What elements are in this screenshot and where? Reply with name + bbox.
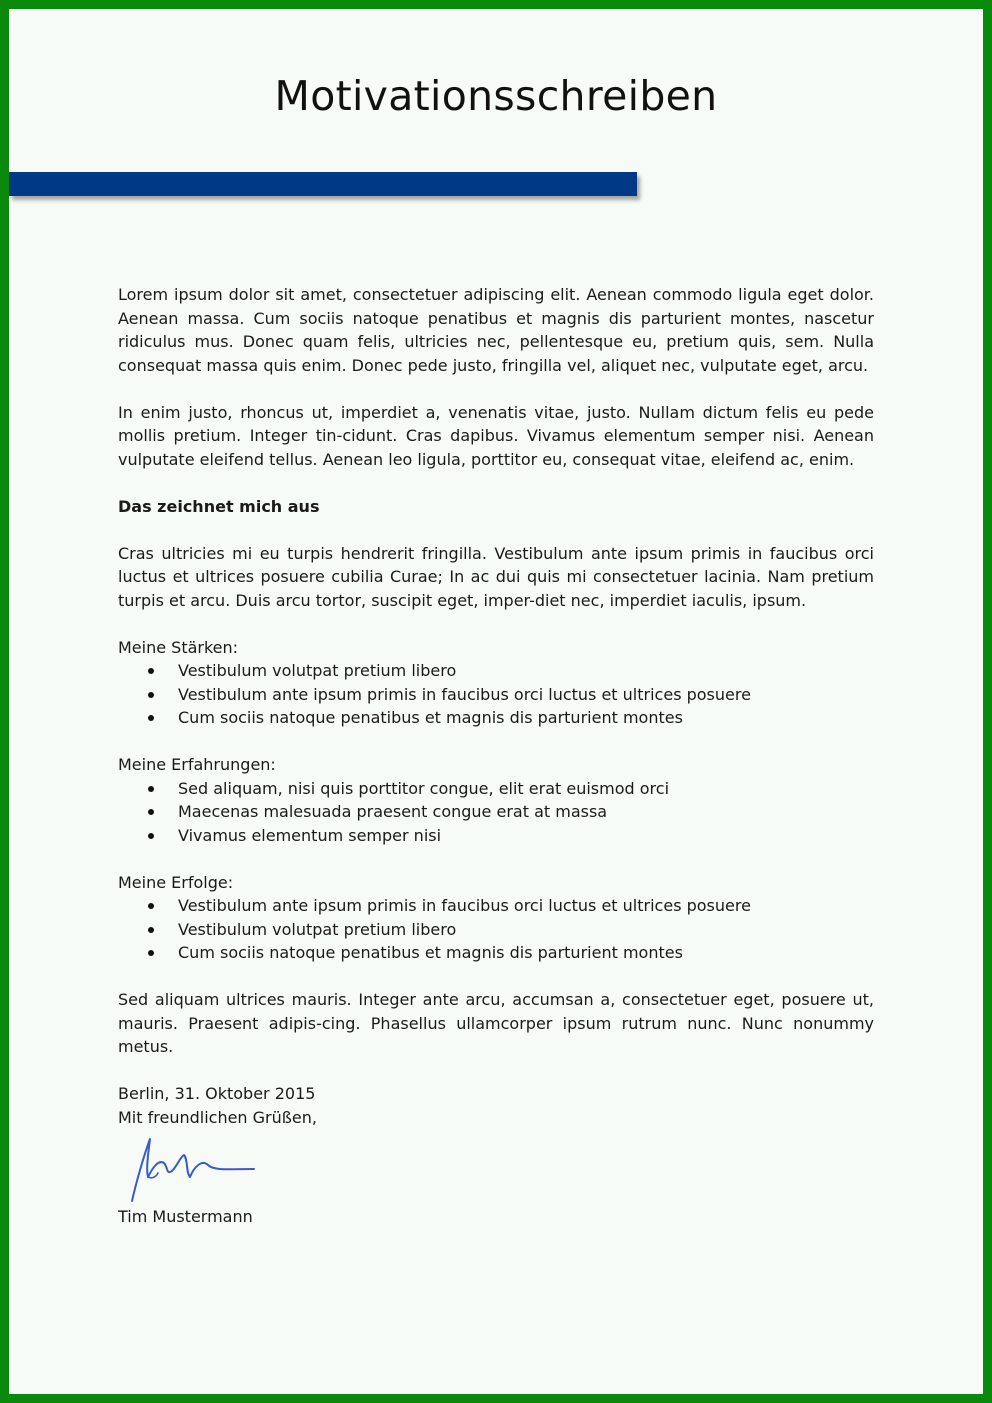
strengths-label: Meine Stärken: bbox=[118, 637, 239, 657]
list-item: Vestibulum ante ipsum primis in faucibus orci luctus et ultrices posuere bbox=[118, 894, 874, 918]
list-item: Vivamus elementum semper nisi bbox=[118, 824, 874, 848]
achievements-list bbox=[118, 894, 874, 965]
final-paragraph: Sed aliquam ultrices mauris. Integer ante arcu, accumsan a, consectetuer eget, posuere ut, mauris. Praesent adipis-cing. Phasellus ullamcorper ipsum rutrum nunc. Nunc nonummy metus. bbox=[118, 990, 874, 1056]
paragraph-2: In enim justo, rhoncus ut, imperdiet a, venenatis vitae, justo. Nullam dictum felis eu pede mollis pretium. Integer tin-cidunt. Cras dapibus. Vivamus elementum semper nisi. Aenean vulputate eleifend tellus. Aenean leo ligula, porttitor eu, consequat vitae, eleifend ac, enim. bbox=[118, 402, 874, 469]
strengths-list bbox=[118, 659, 874, 730]
list-item: Sed aliquam, nisi quis porttitor congue, elit erat euismod orci bbox=[118, 777, 874, 801]
list-item: Cum sociis natoque penatibus et magnis dis parturient montes bbox=[118, 941, 874, 965]
date-line: Berlin, 31. Oktober 2015 bbox=[118, 1084, 316, 1103]
list-item: Vestibulum volutpat pretium libero bbox=[118, 918, 874, 942]
letter-body bbox=[118, 283, 874, 1229]
list-item: Vestibulum volutpat pretium libero bbox=[118, 659, 874, 683]
section-heading: Das zeichnet mich aus bbox=[118, 496, 320, 516]
list-item: Maecenas malesuada praesent congue erat at massa bbox=[118, 800, 874, 824]
experience-list bbox=[118, 777, 874, 848]
list-item: Vestibulum ante ipsum primis in faucibus orci luctus et ultrices posuere bbox=[118, 683, 874, 707]
signer-name: Tim Mustermann bbox=[118, 1207, 253, 1226]
list-item: Cum sociis natoque penatibus et magnis dis parturient montes bbox=[118, 706, 874, 730]
page-title: Motivationsschreiben bbox=[274, 72, 718, 120]
signature-image bbox=[118, 1133, 258, 1203]
paragraph-1: Lorem ipsum dolor sit amet, consectetuer adipiscing elit. Aenean commodo ligula eget dolor. Aenean massa. Cum sociis natoque penatibus et magnis dis parturient montes, nascetur ridiculus mus. Donec quam felis, ultricies nec, pellentesque eu, pretium quis, sem. Nulla consequat massa quis enim. Donec pede justo, fringilla vel, aliquet nec, vulputate eget, arcu. bbox=[118, 285, 874, 375]
experience-label: Meine Erfahrungen: bbox=[118, 755, 276, 774]
accent-bar bbox=[9, 172, 637, 196]
intro-paragraph: Cras ultricies mi eu turpis hendrerit fringilla. Vestibulum ante ipsum primis in faucibus orci luctus et ultrices posuere cubilia Curae; In ac dui quis mi consectetuer lacinia. Nam pretium turpis et arcu. Duis arcu tortor, suscipit eget, imper-diet nec, imperdiet iaculis, ipsum. bbox=[118, 543, 874, 610]
achievements-label: Meine Erfolge: bbox=[118, 872, 234, 892]
closing-line: Mit freundlichen Grüßen, bbox=[118, 1107, 317, 1127]
